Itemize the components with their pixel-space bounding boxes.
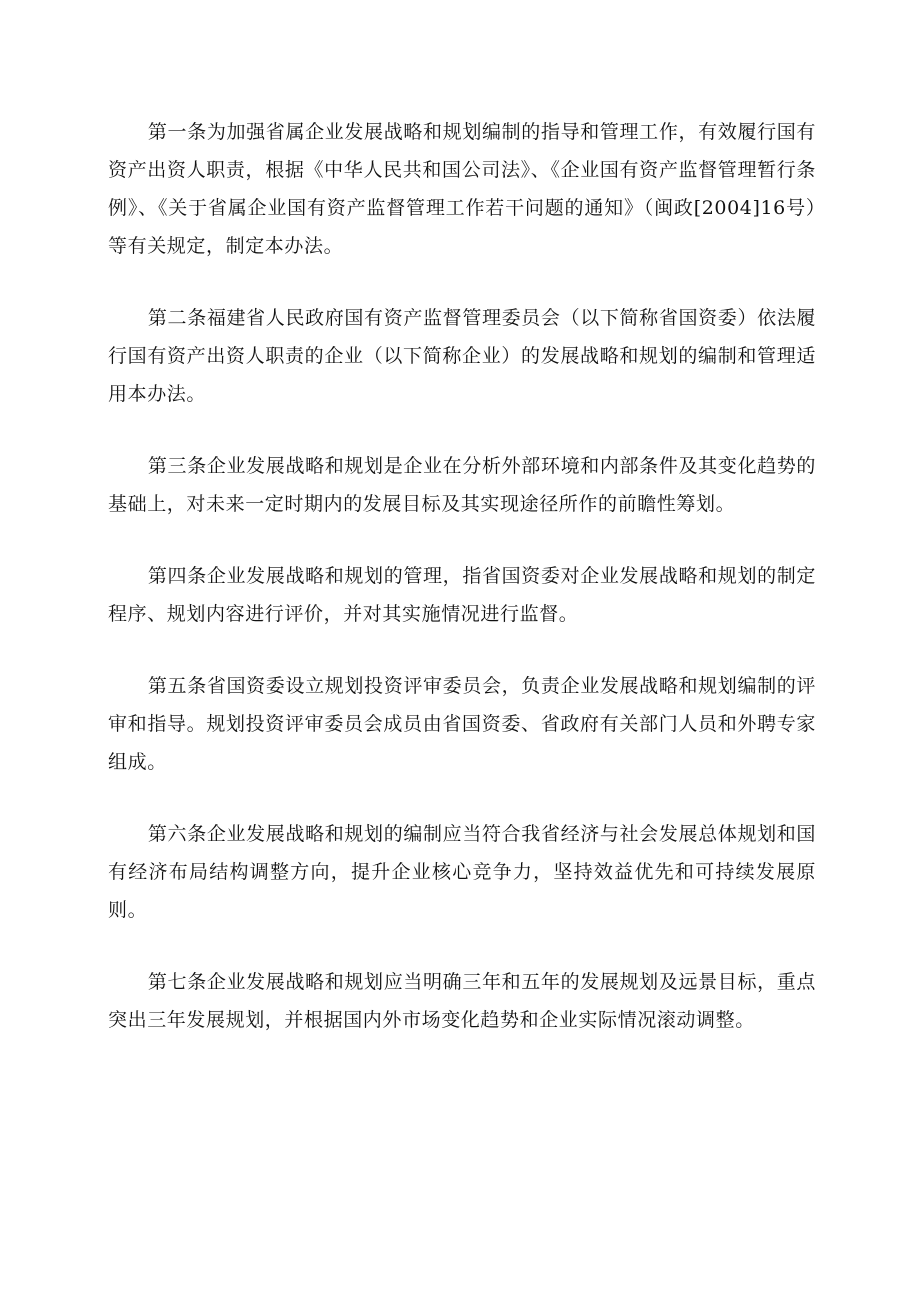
article-1-paragraph: 第一条为加强省属企业发展战略和规划编制的指导和管理工作，有效履行国有资产出资人职责，根据《中华人民共和国公司法》、《企业国有资产监督管理暂行条例》、《关于省属企业国有资产监督管理工作若干问题的通知》（闽政[2004]16号）等有关规定，制定本办法。 — [108, 121, 816, 257]
document-body — [108, 113, 816, 1073]
article-6-paragraph: 第六条企业发展战略和规划的编制应当符合我省经济与社会发展总体规划和国有经济布局结构调整方向，提升企业核心竞争力，坚持效益优先和可持续发展原则。 — [108, 823, 816, 921]
article-3-paragraph: 第三条企业发展战略和规划是企业在分析外部环境和内部条件及其变化趋势的基础上，对未来一定时期内的发展目标及其实现途径所作的前瞻性筹划。 — [108, 455, 816, 515]
article-2-paragraph: 第二条福建省人民政府国有资产监督管理委员会（以下简称省国资委）依法履行国有资产出资人职责的企业（以下简称企业）的发展战略和规划的编制和管理适用本办法。 — [108, 307, 816, 405]
article-7-paragraph: 第七条企业发展战略和规划应当明确三年和五年的发展规划及远景目标，重点突出三年发展规划，并根据国内外市场变化趋势和企业实际情况滚动调整。 — [108, 971, 816, 1031]
article-5-paragraph: 第五条省国资委设立规划投资评审委员会，负责企业发展战略和规划编制的评审和指导。规划投资评审委员会成员由省国资委、省政府有关部门人员和外聘专家组成。 — [108, 675, 816, 773]
article-4-paragraph: 第四条企业发展战略和规划的管理，指省国资委对企业发展战略和规划的制定程序、规划内容进行评价，并对其实施情况进行监督。 — [108, 565, 816, 625]
